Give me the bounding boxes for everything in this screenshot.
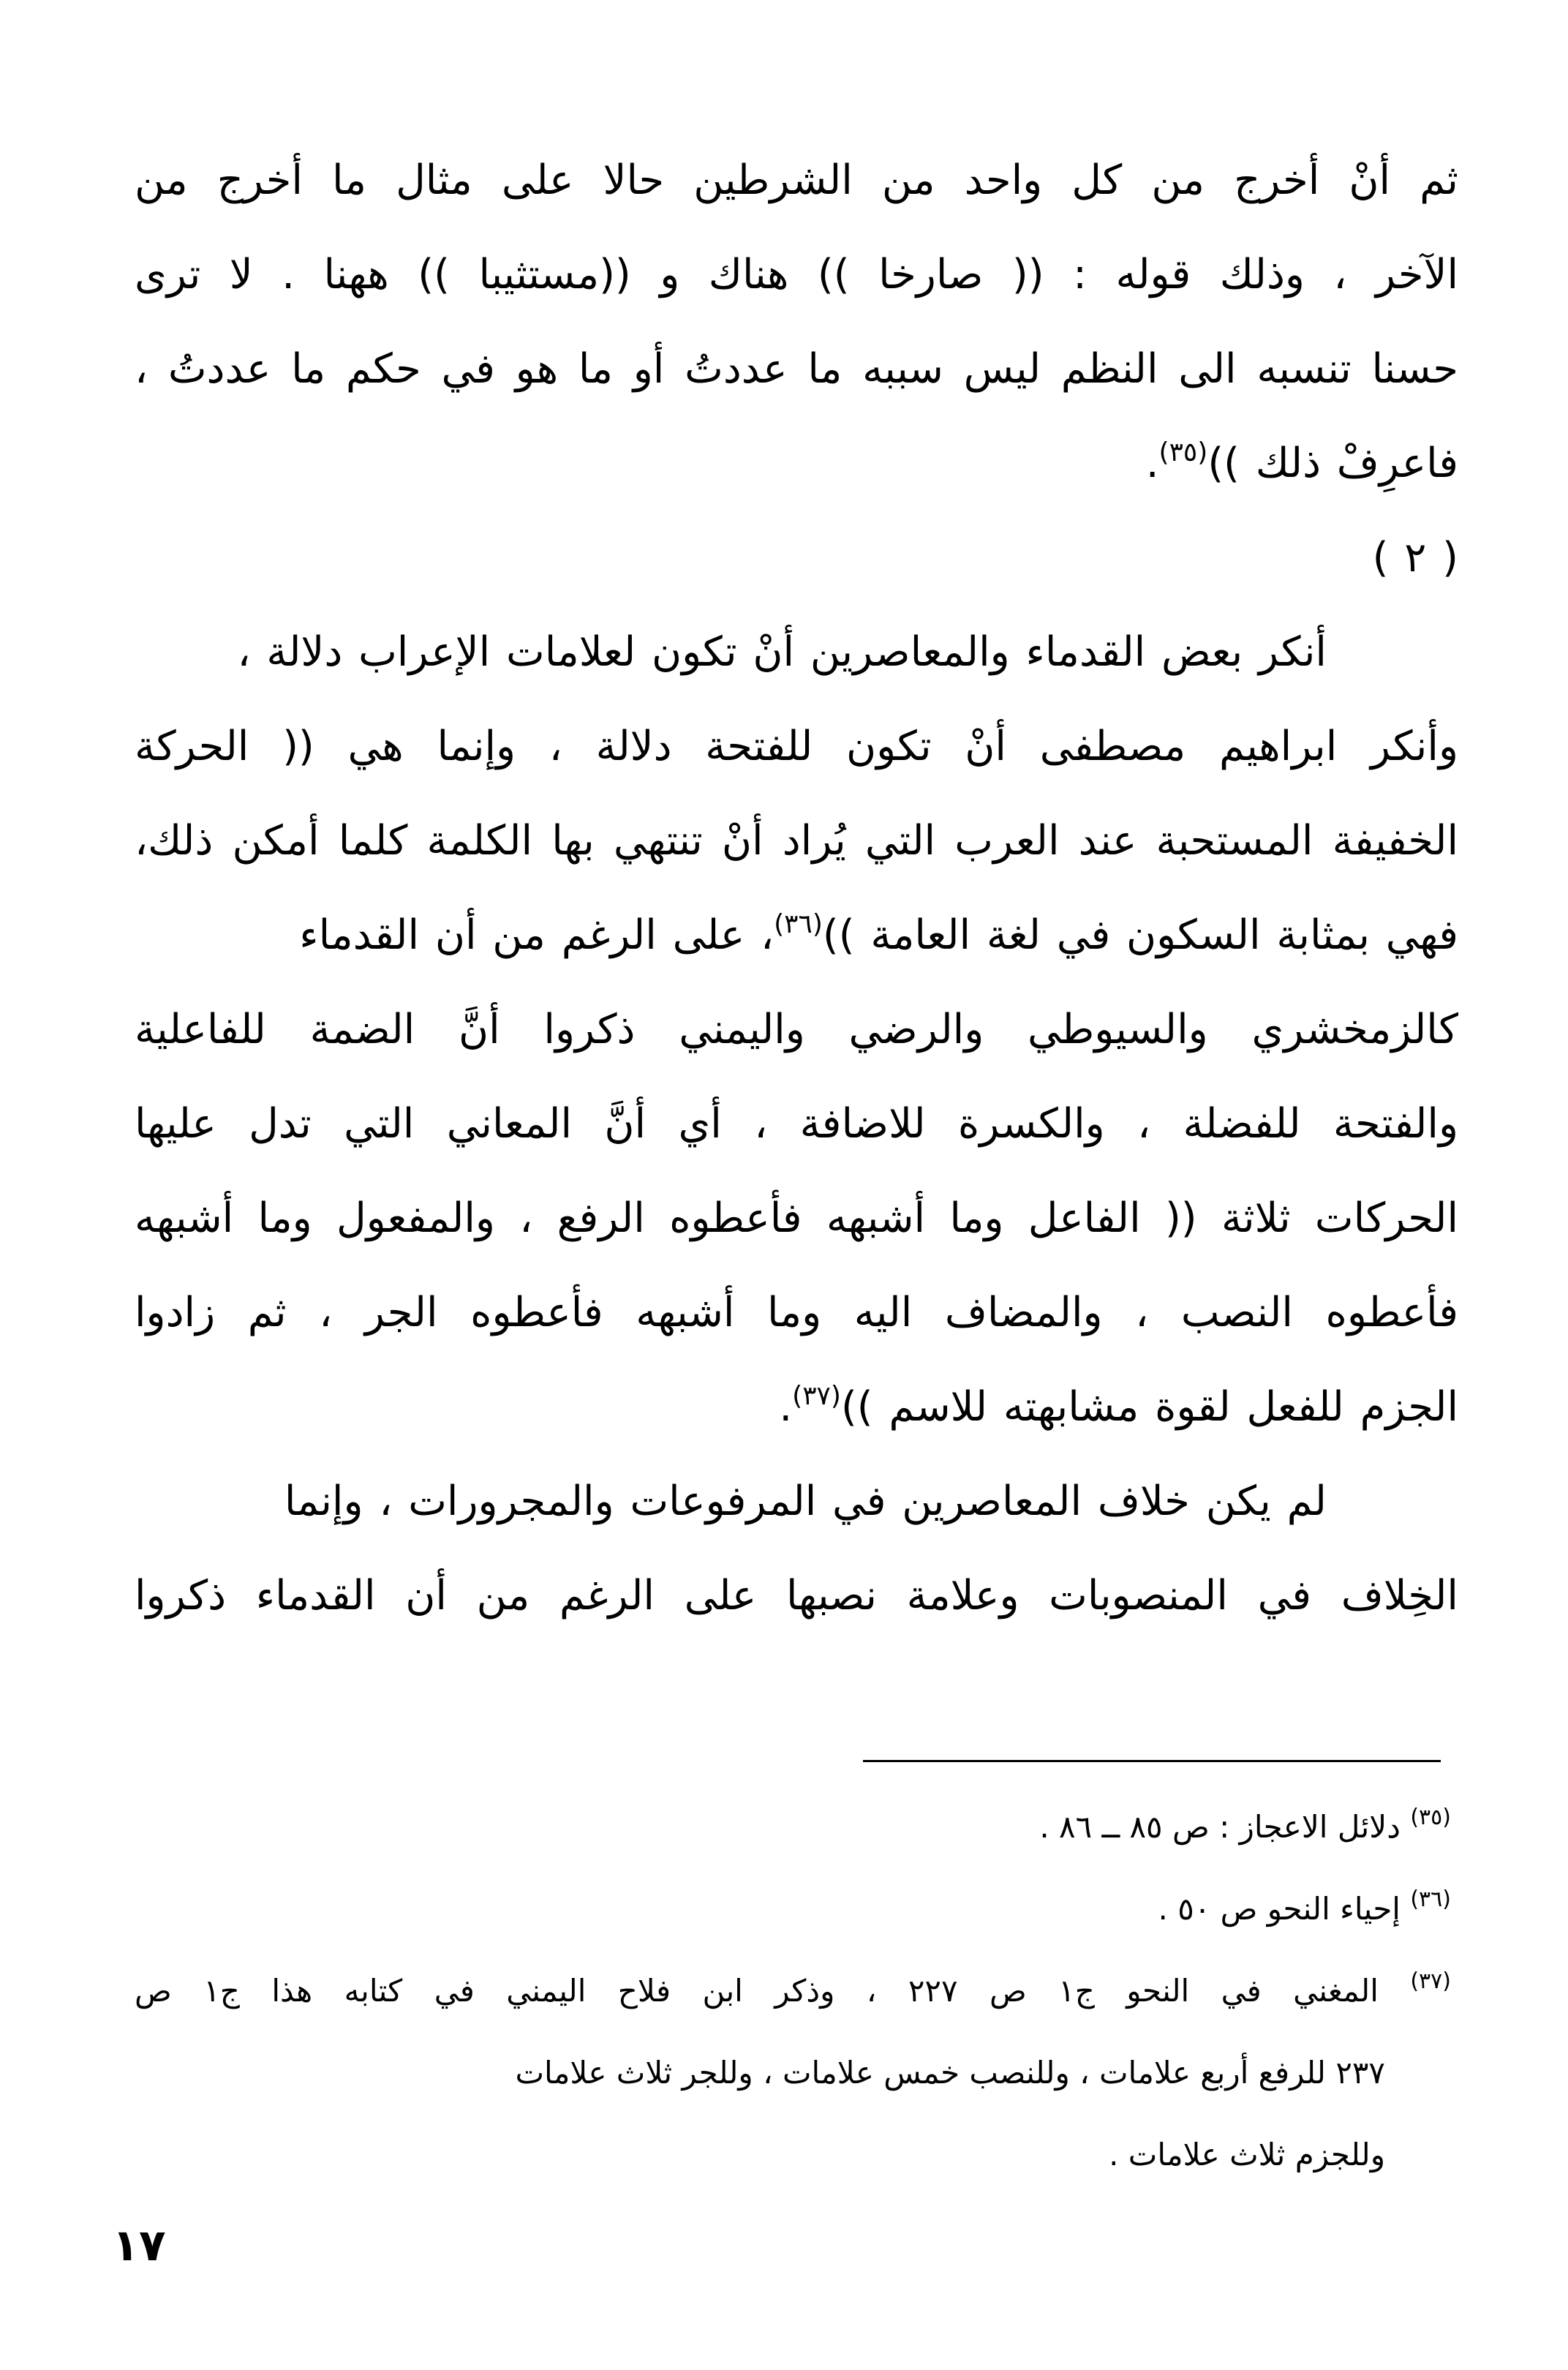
- page-number: ١٧: [112, 2220, 166, 2271]
- full-stop: .: [779, 1383, 793, 1431]
- text-line: لم يكن خلاف المعاصرين في المرفوعات والمجرورات ، وإنما: [284, 1478, 1327, 1525]
- footnote-mark: (٣٧): [1410, 1968, 1451, 1994]
- text-line: [135, 888, 1458, 982]
- text-line: والفتحة للفضلة ، والكسرة للاضافة ، أي أنَّ المعاني التي تدل عليها: [135, 1100, 1458, 1148]
- text-line: أنكر بعض القدماء والمعاصرين أنْ تكون لعلامات الإعراب دلالة ،: [237, 628, 1327, 676]
- line-text: الجزم للفعل لقوة مشابهته للاسم )): [840, 1383, 1458, 1431]
- text-line: فأعطوه النصب ، والمضاف اليه وما أشبهه فأعطوه الجر ، ثم زادوا: [135, 1289, 1458, 1336]
- line-text: فاعرِفْ ذلك )): [1207, 440, 1458, 487]
- footnote-mark: (٣٥): [1410, 1805, 1451, 1830]
- footnote-ref-36: (٣٦): [774, 909, 823, 939]
- line-text: فهي بمثابة السكون في لغة العامة )): [822, 911, 1458, 959]
- footnote-ref-37: (٣٧): [792, 1381, 841, 1411]
- main-text: [135, 133, 1458, 1643]
- line-text: ، على الرغم من أن القدماء: [299, 911, 774, 959]
- text-line: الخفيفة المستحبة عند العرب التي يُراد أنْ تنتهي بها الكلمة كلما أمكن ذلك،: [135, 817, 1458, 865]
- footnote-35: [135, 1786, 1451, 1868]
- footnote-37-continuation: ٢٣٧ للرفع أربع علامات ، وللنصب خمس علامات ، وللجر ثلاث علامات: [515, 2055, 1385, 2091]
- footnote-37: [135, 1950, 1451, 2032]
- text-line: [135, 416, 1458, 511]
- footnote-ref-35: (٣٥): [1158, 437, 1208, 467]
- full-stop: .: [1145, 440, 1159, 487]
- section-number: ( ٢ ): [1372, 534, 1458, 582]
- footnotes: [135, 1786, 1451, 2196]
- text-line: كالزمخشري والسيوطي والرضي واليمني ذكروا أنَّ الضمة للفاعلية: [135, 1006, 1458, 1053]
- footnote-text: دلائل الاعجاز : ص ٨٥ ــ ٨٦ .: [1039, 1809, 1401, 1845]
- footnote-text: المغني في النحو ج١ ص ٢٢٧ ، وذكر ابن فلاح اليمني في كتابه هذا ج١ ص: [135, 1973, 1379, 2009]
- text-line: الحركات ثلاثة (( الفاعل وما أشبهه فأعطوه الرفع ، والمفعول وما أشبهه: [135, 1195, 1458, 1242]
- text-line: الخِلاف في المنصوبات وعلامة نصبها على الرغم من أن القدماء ذكروا: [135, 1572, 1458, 1620]
- footnote-mark: (٣٦): [1410, 1886, 1451, 1912]
- text-line: وأنكر ابراهيم مصطفى أنْ تكون للفتحة دلالة ، وإنما هي (( الحركة: [135, 723, 1458, 770]
- text-line: الآخر ، وذلك قوله : (( صارخا )) هناك و ((مستثيبا )) ههنا . لا ترى: [135, 251, 1458, 298]
- text-line: [135, 1360, 1458, 1454]
- text-line: حسنا تنسبه الى النظم ليس سببه ما عددتُ أو ما هو في حكم ما عددتُ ،: [135, 345, 1458, 393]
- footnote-36: [135, 1868, 1451, 1950]
- text-line: ثم أنْ أخرج من كل واحد من الشرطين حالا على مثال ما أخرج من: [135, 157, 1458, 204]
- footnote-separator: [863, 1760, 1441, 1762]
- footnote-text: إحياء النحو ص ٥٠ .: [1158, 1891, 1401, 1927]
- footnote-37-continuation: وللجزم ثلاث علامات .: [1109, 2137, 1385, 2172]
